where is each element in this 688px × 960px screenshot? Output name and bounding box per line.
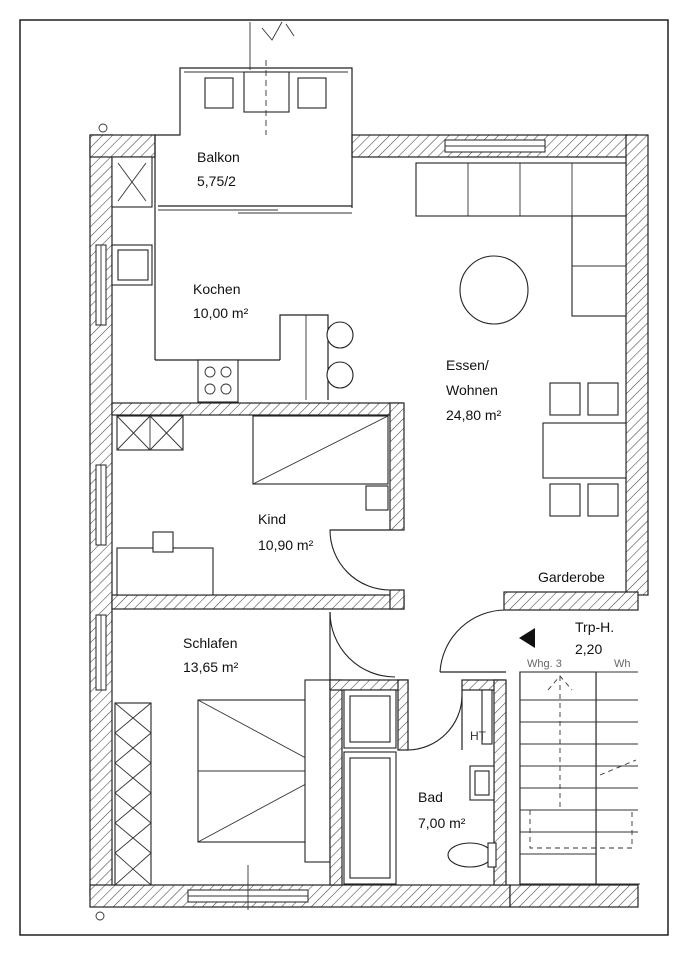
essen-name-line2: Wohnen: [446, 382, 498, 398]
corner-mark: [99, 124, 107, 132]
bad-name: Bad: [418, 789, 443, 805]
bedroom: [115, 680, 330, 910]
kind-name: Kind: [258, 511, 287, 527]
balkon-name: Balkon: [197, 149, 240, 165]
inner-walls-kind: [112, 403, 404, 609]
balkon-area: 5,75/2: [197, 173, 236, 189]
bath-fixtures: [344, 690, 496, 884]
living-dining: [416, 163, 626, 516]
kind-area: 10,90 m²: [258, 537, 314, 553]
schlafen-area: 13,65 m²: [183, 659, 239, 675]
garderobe-label: Garderobe: [538, 569, 605, 585]
kochen-area: 10,00 m²: [193, 305, 249, 321]
section-arrow-icon: [250, 22, 294, 70]
essen-area: 24,80 m²: [446, 407, 502, 423]
schlafen-name: Schlafen: [183, 635, 238, 651]
kochen-name: Kochen: [193, 281, 241, 297]
ht-label: HT: [470, 729, 486, 743]
corner-mark: [96, 912, 104, 920]
whg3-label: Whg. 3: [527, 658, 562, 670]
kitchen: [112, 157, 353, 402]
whg-partial-label: Wh: [614, 658, 631, 670]
bad-area: 7,00 m²: [418, 815, 466, 831]
triangle-left-icon: [519, 628, 535, 648]
treppe-name: Trp-H.: [575, 619, 615, 635]
windows-left: [96, 245, 106, 690]
windows-top: [445, 140, 545, 152]
balcony: [155, 60, 352, 213]
essen-name-line1: Essen/: [446, 357, 489, 373]
staircase: [520, 672, 640, 884]
treppe-value: 2,20: [575, 641, 603, 657]
